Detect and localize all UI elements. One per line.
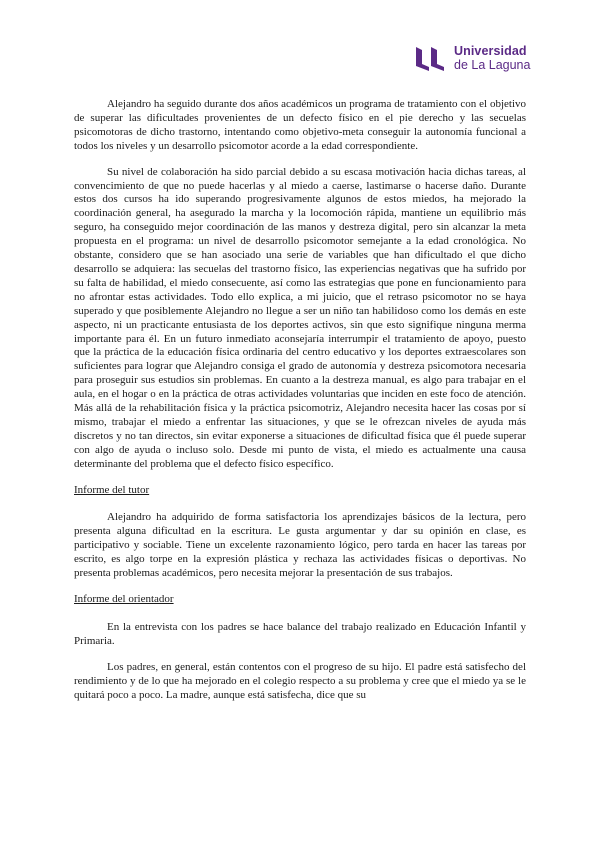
- logo-line-1: Universidad: [454, 44, 527, 58]
- university-logo: [414, 44, 530, 72]
- document-body: [74, 98, 526, 714]
- paragraph-2: Su nivel de colaboración ha sido parcial debido a su escasa motivación hacia dichas tareas, al convencimiento de que no puede hacerlas y al miedo a caerse, lastimarse o hacerse daño. Durante estos dos cursos ha ido superando progresivamente algunos de estos miedos, ha mejorado la coordinación general, ha asegurado la marcha y la locomoción rápida, mantiene un equilibrio más seguro, ha conseguido mejor coordinación de las manos y destreza digital, pero sin alcanzar la meta propuesta en el programa: un nivel de desarrollo psicomotor semejante a la edad cronológica. No obstante, considero que se han asociado una serie de variables que han dificultado el que dicho desarrollo se adquiera: las secuelas del trastorno físico, las experiencias negativas que ha sufrido por su falta de habilidad, el miedo consecuente, así como las estrategias que pone en funcionamiento para no afrontar estas actividades. Todo ello explica, a mi juicio, que el retraso psicomotor no se haya superado y que posiblemente Alejandro no llegue a ser un niño tan habilidoso como los demás en este aspecto, ni un practicante entusiasta de los deportes activos, sin que esto signifique ninguna merma importante para él. En un futuro inmediato aconsejaría interrumpir el tratamiento de apoyo, puesto que la práctica de la educación física ordinaria del centro educativo y los deportes extraescolares son suficientes para lograr que Alejandro consiga el grado de autonomía y destreza psicomotora necesaria para proseguir sus estudios sin problemas. En cuanto a la destreza manual, es algo para trabajar en el aula, en el hogar o en la práctica de otras actividades voluntarias que inciden en este foco de atención. Más allá de la rehabilitación física y la práctica psicomotriz, Alejandro necesita hacer las cosas por sí mismo, trabajar el miedo a enfrentar las situaciones, y que se le ofrezcan niveles de ayuda más discretos y no tan directos, sin evitar exponerse a situaciones de dificultad física que él puede superar con algo de ayuda o incluso solo. Desde mi punto de vista, el miedo es actualmente una causa determinante del problema que el defecto físico específico.: [74, 165, 526, 470]
- paragraph-3: Alejandro ha adquirido de forma satisfactoria los aprendizajes básicos de la lectura, pero presenta alguna dificultad en la escritura. Le gusta argumentar y dar su opinión en clase, es participativo y sociable. Tiene un excelente razonamiento lógico, pero tarda en hacer las tareas por escrito, es algo torpe en la expresión plástica y rechaza las actividades físicas o deportivas. No presenta problemas académicos, pero necesita mejorar la presentación de sus trabajos.: [74, 511, 526, 580]
- paragraph-1: Alejandro ha seguido durante dos años académicos un programa de tratamiento con el objetivo de superar las dificultades provenientes de un defecto físico en el pie derecho y las secuelas psicomotoras de dicho trastorno, intentando como objetivo-meta conseguir la autonomía funcional a todos los niveles y un desarrollo psicomotor acorde a la edad correspondiente.: [74, 98, 526, 152]
- ull-logo-icon: [414, 45, 446, 71]
- paragraph-4: En la entrevista con los padres se hace balance del trabajo realizado en Educación Infantil y Primaria.: [74, 620, 526, 647]
- logo-line-2: de La Laguna: [454, 58, 531, 72]
- paragraph-5: Los padres, en general, están contentos con el progreso de su hijo. El padre está satisfecho del rendimiento y de lo que ha mejorado en el colegio respecto a su problema y cree que el miedo ya se le quitará poco a poco. La madre, aunque está satisfecha, dice que su: [74, 660, 526, 701]
- heading-informe-orientador: Informe del orientador: [74, 593, 174, 605]
- logo-text: [454, 44, 530, 72]
- heading-informe-tutor: Informe del tutor: [74, 483, 150, 496]
